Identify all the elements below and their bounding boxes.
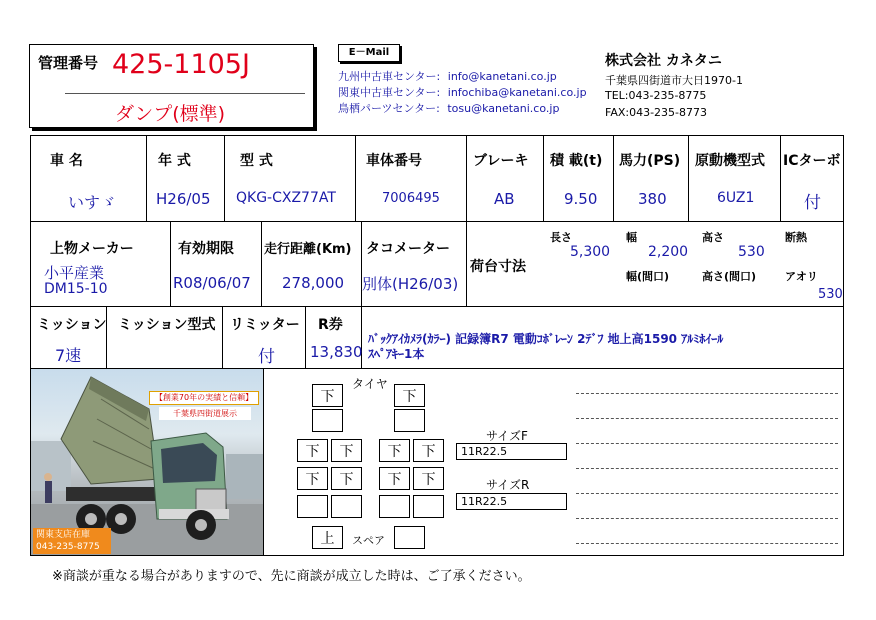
value-ic-turbo: 付 [804, 193, 821, 213]
tire-rear1-3: 下 [379, 439, 410, 462]
size-f-value: 11R22.5 [456, 443, 567, 460]
tire-spare-label: スペア [352, 534, 385, 547]
email-center-1: 九州中古車センター: [338, 70, 441, 83]
label-car-name: 車 名 [50, 153, 83, 169]
dim-width-label: 幅 [626, 231, 637, 244]
vehicle-type: ダンプ(標準) [115, 103, 226, 125]
photo-sub-banner-text: 千葉県四街道展示 [173, 409, 237, 418]
tire-rear3-4 [413, 495, 444, 518]
label-ic-turbo: ICターボ [783, 153, 841, 169]
email-label-box [338, 44, 400, 62]
photo-banner-text: 【創業70年の実績と信頼】 [154, 393, 254, 402]
dim-aori-label: アオリ [785, 270, 818, 283]
value-engine-model: 6UZ1 [717, 190, 755, 206]
value-expiry: R08/06/07 [173, 274, 251, 292]
label-year: 年 式 [158, 153, 191, 169]
label-model: 型 式 [240, 153, 273, 169]
mgmt-number: 425-1105J [112, 49, 250, 80]
email-addr-1: info@kanetani.co.jp [447, 70, 557, 83]
notes-line-1: ﾊﾞｯｸｱｲｶﾒﾗ(ｶﾗｰ) 記録簿R7 電動ｺﾎﾞﾚｰﾝ 2ﾃﾞﾌ 地上高1590 ｱﾙﾐﾎｲｰﾙ [368, 332, 724, 346]
tire-spare: 上 [312, 526, 343, 549]
photo-branch-tag [33, 528, 111, 554]
note-line-1 [576, 393, 838, 394]
tire-rear1-1: 下 [297, 439, 328, 462]
email-center-3: 鳥栖パーツセンター: [338, 102, 440, 115]
value-model: QKG-CXZ77AT [236, 190, 336, 206]
label-expiry: 有効期限 [178, 241, 234, 257]
value-load: 9.50 [564, 190, 598, 208]
email-center-2: 関東中古車センター: [338, 86, 441, 99]
truck-photo [31, 369, 263, 555]
dim-height-gap-label: 高さ(間口) [702, 270, 757, 283]
footer-note: ※商談が重なる場合がありますので、先に商談が成立した時は、ご了承ください。 [52, 569, 531, 584]
notes-line-2: ｽﾍﾟｱｷｰ1本 [368, 347, 425, 361]
label-brake: ブレーキ [473, 153, 529, 169]
value-body-maker: 小平産業 [44, 264, 105, 282]
tire-rear2-2: 下 [331, 467, 362, 490]
email-label: E－Mail [348, 47, 390, 58]
value-chassis-no: 7006495 [382, 191, 440, 206]
label-load: 積 載(t) [550, 153, 603, 169]
note-line-4 [576, 468, 838, 469]
email-addr-3: tosu@kanetani.co.jp [447, 102, 560, 115]
label-mission: ミッション [37, 317, 107, 333]
tire-rear2-1: 下 [297, 467, 328, 490]
size-r-label: サイズR [486, 478, 530, 492]
label-bed-dimensions: 荷台寸法 [470, 259, 526, 275]
tire-front-right: 下 [394, 384, 425, 407]
label-tachometer: タコメーター [366, 241, 450, 257]
value-tachometer: 別体(H26/03) [362, 275, 459, 293]
label-horsepower: 馬力(PS) [619, 153, 681, 169]
photo-branch-text: 関東支店在庫 [36, 530, 91, 540]
tire-rear1-4: 下 [413, 439, 444, 462]
tire-rear3-1 [297, 495, 328, 518]
dim-width-value: 2,200 [648, 244, 689, 260]
dim-height-label: 高さ [702, 231, 724, 244]
tire-spare-2 [394, 526, 425, 549]
label-r-ken: R券 [318, 317, 343, 333]
tire-rear2-3: 下 [379, 467, 410, 490]
company-fax: FAX:043-235-8773 [605, 106, 708, 119]
photo-sub-banner [159, 407, 251, 420]
company-tel: TEL:043-235-8775 [605, 89, 707, 102]
tire-rear3-3 [379, 495, 410, 518]
size-r-value: 11R22.5 [456, 493, 567, 510]
dim-length-value: 5,300 [570, 244, 611, 260]
dim-length-label: 長さ [550, 231, 572, 244]
tire-rear2-4: 下 [413, 467, 444, 490]
email-line-3 [338, 100, 559, 116]
tire-front-right-inner [394, 409, 425, 432]
photo-banner [149, 391, 259, 405]
value-mission: 7速 [55, 346, 82, 365]
mgmt-box [29, 44, 314, 128]
size-f-label: サイズF [486, 429, 528, 443]
email-addr-2: infochiba@kanetani.co.jp [447, 86, 587, 99]
value-r-ken: 13,830 [310, 343, 363, 361]
value-mileage: 278,000 [282, 274, 345, 292]
value-body-model: DM15-10 [44, 281, 108, 297]
company-address: 千葉県四街道市大日1970-1 [605, 74, 743, 87]
tire-front-left: 下 [312, 384, 343, 407]
tire-title: タイヤ [352, 377, 388, 391]
value-year: H26/05 [156, 190, 211, 208]
label-limiter: リミッター [230, 317, 300, 333]
label-mileage: 走行距離(Km) [264, 242, 352, 257]
note-line-2 [576, 418, 838, 419]
value-car-name: いすゞ [68, 193, 117, 212]
value-horsepower: 380 [638, 190, 667, 208]
note-line-3 [576, 443, 838, 444]
tire-rear3-2 [331, 495, 362, 518]
dim-height-value: 530 [738, 244, 765, 260]
value-limiter: 付 [258, 347, 275, 367]
email-line-1 [338, 68, 557, 84]
tire-front-left-inner [312, 409, 343, 432]
note-line-7 [576, 543, 838, 544]
email-line-2 [338, 84, 587, 100]
label-engine-model: 原動機型式 [695, 153, 765, 169]
mgmt-label: 管理番号 [38, 54, 99, 72]
dim-insulation-label: 断熱 [785, 231, 807, 244]
value-brake: AB [494, 190, 515, 208]
note-line-6 [576, 518, 838, 519]
label-mission-type: ミッション型式 [118, 317, 216, 333]
tire-rear1-2: 下 [331, 439, 362, 462]
photo-branch-tel: 043-235-8775 [36, 542, 100, 552]
label-body-maker: 上物メーカー [50, 241, 134, 257]
label-chassis-no: 車体番号 [366, 153, 422, 169]
dim-width-gap-label: 幅(間口) [626, 270, 670, 283]
note-line-5 [576, 493, 838, 494]
dim-aori-value: 530 [818, 287, 843, 302]
company-name: 株式会社 カネタニ [605, 53, 722, 69]
